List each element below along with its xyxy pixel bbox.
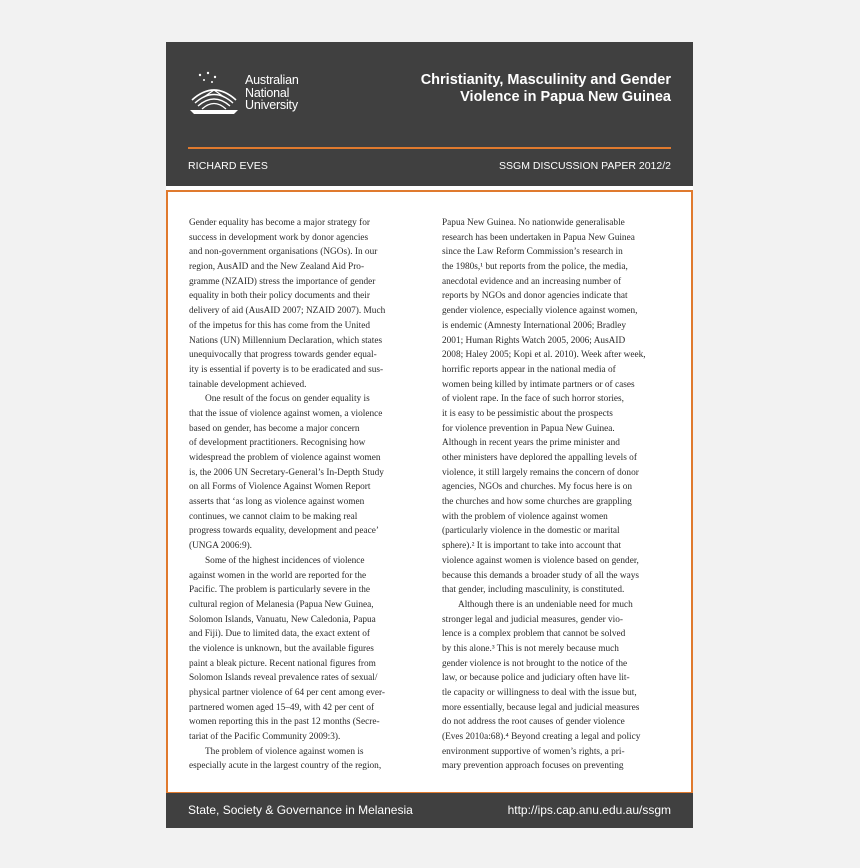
text-line: Pacific. The problem is particularly severe in the xyxy=(189,585,371,596)
text-line: because this demands a broader study of all the ways xyxy=(442,570,639,581)
text-line: by this alone.³ This is not merely because much xyxy=(442,643,619,654)
text-line: especially acute in the largest country of the region, xyxy=(189,761,382,772)
text-line: The problem of violence against women is xyxy=(205,746,364,757)
text-line: environment supportive of women’s rights, a pri- xyxy=(442,746,625,757)
paper-title-line: Christianity, Masculinity and Gender xyxy=(420,72,671,88)
text-line: Some of the highest incidences of violence xyxy=(205,555,365,566)
text-line: mary prevention approach focuses on preventing xyxy=(442,761,624,772)
document-page xyxy=(166,42,693,828)
series-name: State, Society & Governance in Melanesia xyxy=(188,803,413,817)
text-line: horrific reports appear in the national media of xyxy=(442,364,616,375)
anu-crest-icon xyxy=(188,70,240,116)
text-line: sphere).² It is important to take into account that xyxy=(442,541,622,552)
text-line: that the issue of violence against women, a violence xyxy=(189,408,383,419)
text-line: for violence prevention in Papua New Guinea. xyxy=(442,423,615,434)
text-line: agencies, NGOs and churches. My focus here is on xyxy=(442,482,633,493)
text-line: it is easy to be pessimistic about the prospects xyxy=(442,408,613,419)
text-line: tariat of the Pacific Community 2009:3). xyxy=(189,732,341,743)
text-line: reports by NGOs and donor agencies indicate that xyxy=(442,291,628,302)
text-line: is endemic (Amnesty International 2006; Bradley xyxy=(442,320,627,331)
text-line: Solomon Islands, Vanuatu, New Caledonia, Papua xyxy=(189,614,376,625)
text-line: gender violence, especially violence against women, xyxy=(442,306,638,317)
text-line: continues, we cannot claim to be making real xyxy=(189,511,358,522)
text-line: stronger legal and judicial measures, gender vio- xyxy=(442,614,623,625)
text-line: with the problem of violence against women xyxy=(442,511,608,522)
text-line: partnered women aged 15–49, with 42 per cent of xyxy=(189,702,375,713)
paper-title-line: Violence in Papua New Guinea xyxy=(460,89,671,105)
article-body xyxy=(166,190,693,794)
text-line: asserts that ‘as long as violence against women xyxy=(189,497,365,508)
text-line: unequivocally that progress towards gender equal- xyxy=(189,350,377,361)
text-line: One result of the focus on gender equality is xyxy=(205,394,370,405)
header-band xyxy=(166,42,693,186)
text-line: research has been undertaken in Papua New Guinea xyxy=(442,232,635,243)
text-line: the 1980s,¹ but reports from the police, the media, xyxy=(442,262,628,273)
text-line: Although in recent years the prime minister and xyxy=(442,438,620,449)
logo-line: National xyxy=(245,85,290,100)
logo-line: University xyxy=(245,98,298,112)
text-line: other ministers have deplored the appalling levels of xyxy=(442,453,637,463)
text-line: Solomon Islands reveal prevalence rates of sexual/ xyxy=(189,673,378,684)
text-line: ity is essential if poverty is to be eradicated and sus- xyxy=(189,364,384,375)
text-line: since the Law Reform Commission’s research in xyxy=(442,247,623,258)
text-line: of violent rape. In the face of such horror stories, xyxy=(442,394,624,405)
paper-identifier: SSGM DISCUSSION PAPER 2012/2 xyxy=(499,160,671,172)
text-line: of development practitioners. Recognising how xyxy=(189,438,366,449)
text-line: 2008; Haley 2005; Kopi et al. 2010). Week after week, xyxy=(442,350,646,361)
text-line: law, or because police and judiciary often have lit- xyxy=(442,673,630,684)
text-column-left xyxy=(189,216,421,774)
anu-logo xyxy=(188,70,313,118)
text-line: gramme (NZAID) stress the importance of gender xyxy=(189,276,376,287)
text-line: that gender, including masculinity, is constituted. xyxy=(442,585,625,596)
text-line: gender violence is not brought to the notice of the xyxy=(442,658,628,669)
text-line: on all Forms of Violence Against Women Report xyxy=(189,482,371,493)
text-line: Papua New Guinea. No nationwide generalisable xyxy=(442,218,625,228)
author-name: RICHARD EVES xyxy=(188,160,268,172)
series-url-link[interactable]: http://ips.cap.anu.edu.au/ssgm xyxy=(507,803,671,817)
text-line: Although there is an undeniable need for much xyxy=(458,599,633,610)
text-line: lence is a complex problem that cannot be solved xyxy=(442,629,626,640)
text-line: success in development work by donor agencies xyxy=(189,232,369,243)
text-line: progress towards equality, development and peace’ xyxy=(189,526,379,537)
text-line: the violence is unknown, but the available figures xyxy=(189,643,374,654)
text-line: is, the 2006 UN Secretary-General’s In-Depth Study xyxy=(189,467,384,478)
text-line: (Eves 2010a:68).⁴ Beyond creating a legal and policy xyxy=(442,732,641,743)
text-line: cultural region of Melanesia (Papua New Guinea, xyxy=(189,599,374,610)
footer-band xyxy=(166,793,693,828)
text-line: and non-government organisations (NGOs). In our xyxy=(189,247,378,258)
text-line: women reporting this in the past 12 months (Secre- xyxy=(189,717,380,728)
text-line: anecdotal evidence and an increasing number of xyxy=(442,276,622,287)
text-column-right xyxy=(442,216,674,774)
text-line: Nations (UN) Millennium Declaration, which states xyxy=(189,335,383,346)
paper-title xyxy=(371,72,671,106)
text-line: delivery of aid (AusAID 2007; NZAID 2007). Much xyxy=(189,306,386,317)
text-line: violence against women is violence based on gender, xyxy=(442,555,639,566)
text-line: women being killed by intimate partners or of cases xyxy=(442,379,635,390)
text-line: based on gender, has become a major concern xyxy=(189,423,360,434)
text-line: more essentially, because legal and judicial measures xyxy=(442,702,640,713)
logo-wordmark xyxy=(245,74,299,112)
logo-line: Australian xyxy=(245,73,299,87)
text-line: Gender equality has become a major strategy for xyxy=(189,218,370,228)
text-line: and Fiji). Due to limited data, the exact extent of xyxy=(189,629,370,640)
text-line: tainable development achieved. xyxy=(189,379,307,390)
header-divider xyxy=(188,147,671,149)
text-line: paint a bleak picture. Recent national figures from xyxy=(189,658,376,669)
text-line: region, AusAID and the New Zealand Aid Pro- xyxy=(189,262,365,273)
text-line: 2001; Human Rights Watch 2005, 2006; AusAID xyxy=(442,335,626,346)
text-line: do not address the root causes of gender violence xyxy=(442,717,625,728)
text-line: equality in both their policy documents and their xyxy=(189,291,370,302)
text-line: the churches and how some churches are grappling xyxy=(442,497,632,508)
text-line: (particularly violence in the domestic or marital xyxy=(442,526,620,537)
text-line: physical partner violence of 64 per cent among ever- xyxy=(189,688,385,698)
text-line: tle capacity or willingness to deal with the issue but, xyxy=(442,688,637,698)
text-line: violence, it still largely remains the concern of donor xyxy=(442,467,639,478)
text-line: against women in the world are reported for the xyxy=(189,570,367,581)
text-line: of the impetus for this has come from the United xyxy=(189,320,370,331)
text-line: widespread the problem of violence against women xyxy=(189,453,381,463)
text-line: (UNGA 2006:9). xyxy=(189,541,253,552)
